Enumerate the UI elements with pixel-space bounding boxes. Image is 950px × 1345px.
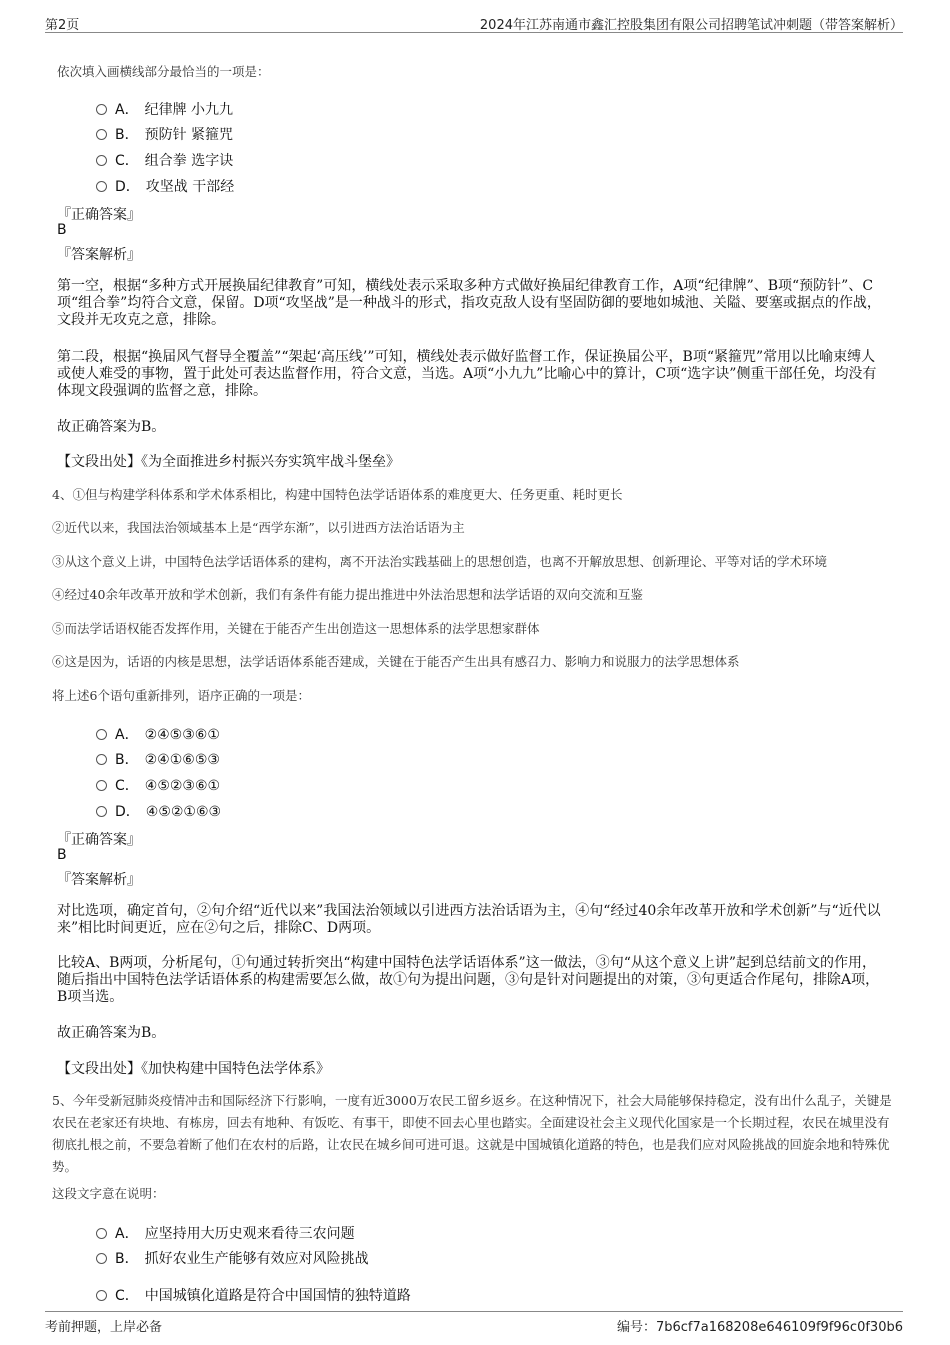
q3-source: 【文段出处】《为全面推进乡村振兴夯实筑牢战斗堡垒》 xyxy=(57,454,400,470)
q4-answer: B xyxy=(57,847,67,863)
q4-sentence-2: ②近代以来，我国法治领域基本上是“西学东渐”，以引进西方法治话语为主 xyxy=(52,520,465,535)
q4-sentence-4: ④经过40余年改革开放和学术创新，我们有条件有能力提出推进中外法治思想和法学话语的双向交流和互鉴 xyxy=(52,587,643,602)
q3-analysis-label: 『答案解析』 xyxy=(57,247,141,263)
radio-icon[interactable] xyxy=(96,1228,107,1239)
q4-option-c[interactable]: C． ④⑤②③⑥① xyxy=(96,775,220,795)
document-id: 编号：7b6cf7a168208e646109f9f96c0f30b6 xyxy=(616,1320,903,1335)
q4-analysis-conclusion: 故正确答案为B。 xyxy=(57,1025,166,1041)
q3-option-d[interactable]: D． 攻坚战 干部经 xyxy=(96,176,234,196)
q5-option-a[interactable]: A． 应坚持用大历史观来看待三农问题 xyxy=(96,1223,355,1243)
q5-option-b[interactable]: B． 抓好农业生产能够有效应对风险挑战 xyxy=(96,1248,369,1268)
q3-answer: B xyxy=(57,222,67,238)
q5-prompt: 这段文字意在说明： xyxy=(52,1186,165,1201)
q4-option-a[interactable]: A． ②④⑤③⑥① xyxy=(96,724,220,744)
q3-prompt: 依次填入画横线部分最恰当的一项是： xyxy=(57,64,270,79)
radio-icon[interactable] xyxy=(96,129,107,140)
page-header xyxy=(45,12,903,33)
q4-analysis-p2: 比较A、B两项，分析尾句，①句通过转折突出“构建中国特色法学话语体系”这一做法，③句“从这个意义上讲”起到总结前文的作用，随后指出中国特色法学话语体系的构建需要怎么做，故①句为提出问题，③句是针对问题提出的对策，③句更适合作尾句，排除A项，B项当选。 xyxy=(57,955,880,1005)
q4-source: 【文段出处】《加快构建中国特色法学体系》 xyxy=(57,1061,330,1077)
q3-analysis-p2: 第二段，根据“换届风气督导全覆盖”“架起‘高压线’”可知，横线处表示做好监督工作，保证换届公平，B项“紧箍咒”常用以比喻束缚人或使人难受的事物，置于此处可表达监督作用，符合文意，当选。A项“小九九”比喻心中的算计，C项“选字诀”侧重干部任免，均没有体现文段强调的监督之意，排除。 xyxy=(57,349,877,399)
q4-sentence-6: ⑥这是因为，话语的内核是思想，法学话语体系能否建成，关键在于能否产生出具有感召力、影响力和说服力的法学思想体系 xyxy=(52,654,740,669)
q4-option-b[interactable]: B． ②④①⑥⑤③ xyxy=(96,749,220,769)
document-title: 2024年江苏南通市鑫汇控股集团有限公司招聘笔试冲刺题（带答案解析） xyxy=(479,18,903,33)
radio-icon[interactable] xyxy=(96,181,107,192)
radio-icon[interactable] xyxy=(96,1290,107,1301)
q3-option-b[interactable]: B． 预防针 紧箍咒 xyxy=(96,124,233,144)
radio-icon[interactable] xyxy=(96,155,107,166)
q4-sentence-3: ③从这个意义上讲，中国特色法学话语体系的建构，离不开法治实践基础上的思想创造，也离不开解放思想、创新理论、平等对话的学术环境 xyxy=(52,554,828,569)
radio-icon[interactable] xyxy=(96,806,107,817)
radio-icon[interactable] xyxy=(96,780,107,791)
radio-icon[interactable] xyxy=(96,754,107,765)
radio-icon[interactable] xyxy=(96,729,107,740)
q5-option-c[interactable]: C． 中国城镇化道路是符合中国国情的独特道路 xyxy=(96,1285,411,1305)
footer-slogan: 考前押题，上岸必备 xyxy=(45,1320,163,1335)
page-footer xyxy=(45,1311,903,1335)
q4-answer-label: 『正确答案』 xyxy=(57,832,141,848)
q4-prompt: 将上述6个语句重新排列，语序正确的一项是： xyxy=(52,688,310,703)
q3-option-c[interactable]: C． 组合拳 选字诀 xyxy=(96,150,233,170)
radio-icon[interactable] xyxy=(96,104,107,115)
radio-icon[interactable] xyxy=(96,1253,107,1264)
q4-analysis-p1: 对比选项，确定首句，②句介绍“近代以来”我国法治领域以引进西方法治话语为主，④句“经过40余年改革开放和学术创新”与“近代以来”相比时间更近，应在②句之后，排除C、D两项。 xyxy=(57,903,881,936)
q3-answer-label: 『正确答案』 xyxy=(57,207,141,223)
q4-option-d[interactable]: D． ④⑤②①⑥③ xyxy=(96,801,221,821)
q4-sentence-5: ⑤而法学话语权能否发挥作用，关键在于能否产生出创造这一思想体系的法学思想家群体 xyxy=(52,621,540,636)
q3-analysis-p1: 第一空，根据“多种方式开展换届纪律教育”可知，横线处表示采取多种方式做好换届纪律教育工作，A项“纪律牌”、B项“预防针”、C项“组合拳”均符合文意，保留。D项“攻坚战”是一种战斗的形式，指攻克敌人设有坚固防御的要地如城池、关隘、要塞或据点的作战，文段并无攻克之意，排除。 xyxy=(57,278,881,328)
q3-analysis-conclusion: 故正确答案为B。 xyxy=(57,419,166,435)
q5-passage: 5、今年受新冠肺炎疫情冲击和国际经济下行影响，一度有近3000万农民工留乡返乡。在这种情况下，社会大局能够保持稳定，没有出什么乱子，关键是农民在老家还有块地、有栋房，回去有地种、有饭吃、有事干，即使不回去心里也踏实。全面建设社会主义现代化国家是一个长期过程，农民在城里没有彻底扎根之前，不要急着断了他们在农村的后路，让农民在城乡间可进可退。这就是中国城镇化道路的特色，也是我们应对风险挑战的回旋余地和特殊优势。 xyxy=(52,1093,892,1174)
q4-sentence-1: 4、①但与构建学科体系和学术体系相比，构建中国特色法学话语体系的难度更大、任务更重、耗时更长 xyxy=(52,487,623,502)
q4-analysis-label: 『答案解析』 xyxy=(57,872,141,888)
page-number: 第2页 xyxy=(45,18,80,33)
q3-option-a[interactable]: A． 纪律牌 小九九 xyxy=(96,99,233,119)
